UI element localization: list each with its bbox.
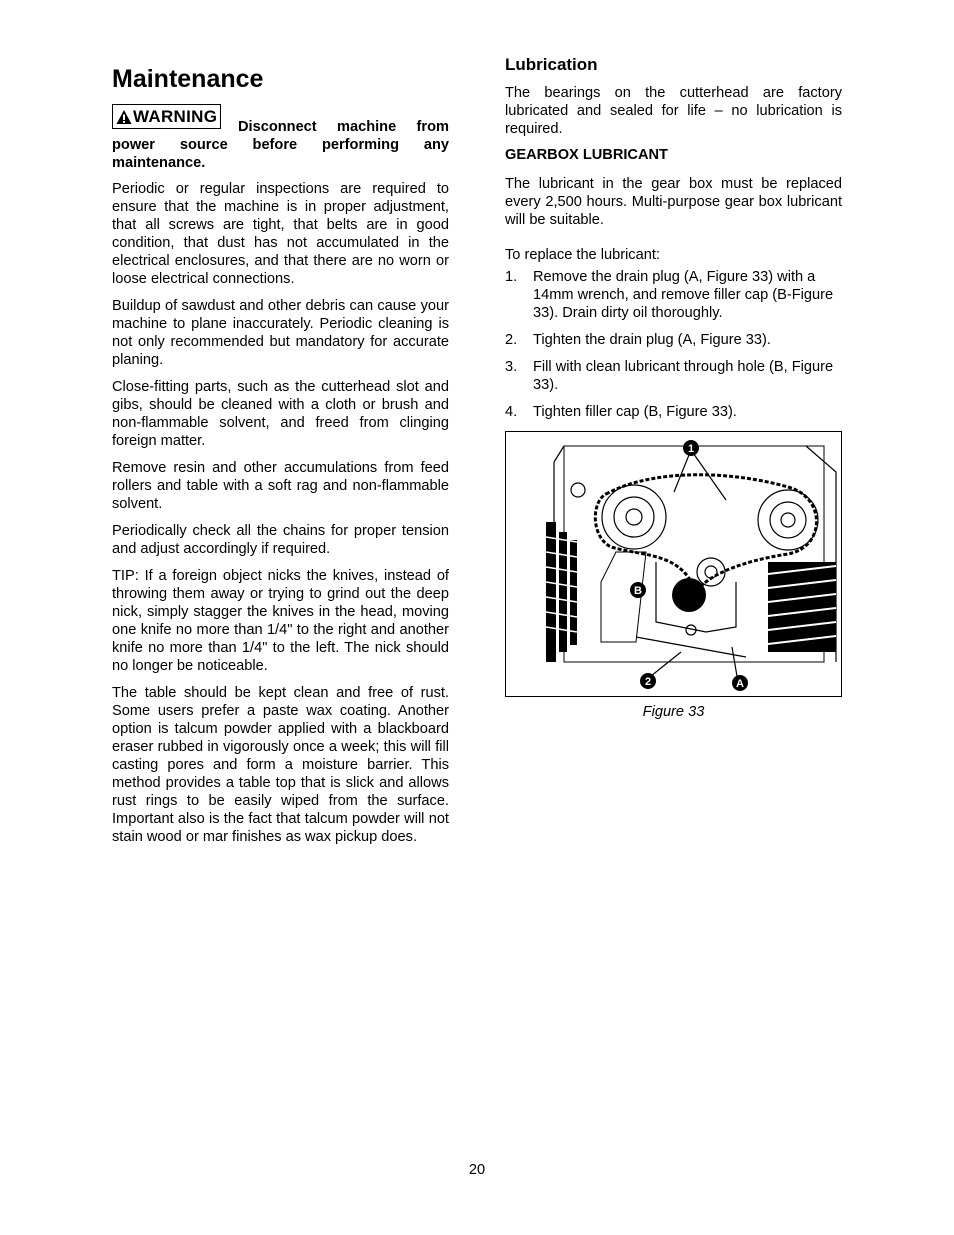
paragraph-inspections: Periodic or regular inspections are required to ensure that the machine is in proper adjustment, that all screws are tight, that belts are in good condition, that dust has not accumulated in the electrical enclosures, and that there are no worn or loose electrical connections. (112, 181, 449, 287)
figure-33-image (505, 431, 842, 697)
svg-text:2: 2 (644, 676, 652, 688)
replace-intro: To replace the lubricant: (505, 247, 660, 263)
svg-text:1: 1 (687, 443, 695, 455)
list-item: 3. Fill with clean lubricant through hole (B, Figure 33). (505, 359, 834, 393)
callout-2 (640, 673, 656, 689)
page-title: Maintenance (112, 65, 264, 93)
warning-badge-label: WARNING (133, 107, 218, 126)
paragraph-chains: Periodically check all the chains for proper tension and adjust accordingly if required. (112, 523, 449, 557)
warning-text: Disconnect machine from power source before performing any maintenance. (112, 119, 449, 171)
paragraph-table-care: The table should be kept clean and free of rust. Some users prefer a paste wax coating. Another option is talcum powder applied with a blackboard eraser rubbed in vigorously once a week; this will fill casting pores and form a moisture barrier. This method provides a table top that is slick and allows rust rings to be easily wiped from the surface. Important also is the fact that talcum powder will not stain wood or mar finishes as wax pickup does. (112, 685, 449, 845)
svg-text:B: B (634, 585, 642, 597)
callout-1 (683, 440, 699, 456)
paragraph-close-fitting: Close-fitting parts, such as the cutterhead slot and gibs, should be cleaned with a cloth or brush and non-flammable solvent, and freed from clinging foreign matter. (112, 379, 449, 449)
lubrication-heading: Lubrication (505, 55, 598, 74)
svg-text:A: A (736, 678, 744, 690)
paragraph-tip: TIP: If a foreign object nicks the knives, instead of throwing them away or trying to grind out the deep nick, simply stagger the knives in the head, moving one knife no more than 1/4" to the right and another knife no more than 1/4" to the left. The nick should no longer be noticeable. (112, 568, 449, 674)
steps-list (505, 268, 842, 430)
page-number: 20 (468, 1162, 486, 1178)
callout-b (630, 582, 646, 598)
list-item: 4. Tighten filler cap (B, Figure 33). (505, 404, 737, 420)
gearbox-illustration (506, 432, 842, 697)
figure-caption: Figure 33 (642, 704, 705, 720)
gearbox-text: The lubricant in the gear box must be replaced every 2,500 hours. Multi-purpose gear box lubricant will be suitable. (505, 176, 842, 228)
list-item: 1. Remove the drain plug (A, Figure 33) with a 14mm wrench, and remove filler cap (B-Figure 33). Drain dirty oil thoroughly. (505, 269, 834, 321)
callout-a (732, 675, 748, 691)
gearbox-heading: GEARBOX LUBRICANT (505, 147, 668, 163)
lubrication-text: The bearings on the cutterhead are factory lubricated and sealed for life – no lubrication is required. (505, 85, 842, 137)
paragraph-sawdust: Buildup of sawdust and other debris can cause your machine to plane inaccurately. Periodic cleaning is not only recommended but mandatory for accurate planing. (112, 298, 449, 368)
paragraph-resin: Remove resin and other accumulations from feed rollers and table with a soft rag and non-flammable solvent. (112, 460, 449, 512)
list-item: 2. Tighten the drain plug (A, Figure 33). (505, 332, 771, 348)
warning-block (112, 104, 449, 171)
